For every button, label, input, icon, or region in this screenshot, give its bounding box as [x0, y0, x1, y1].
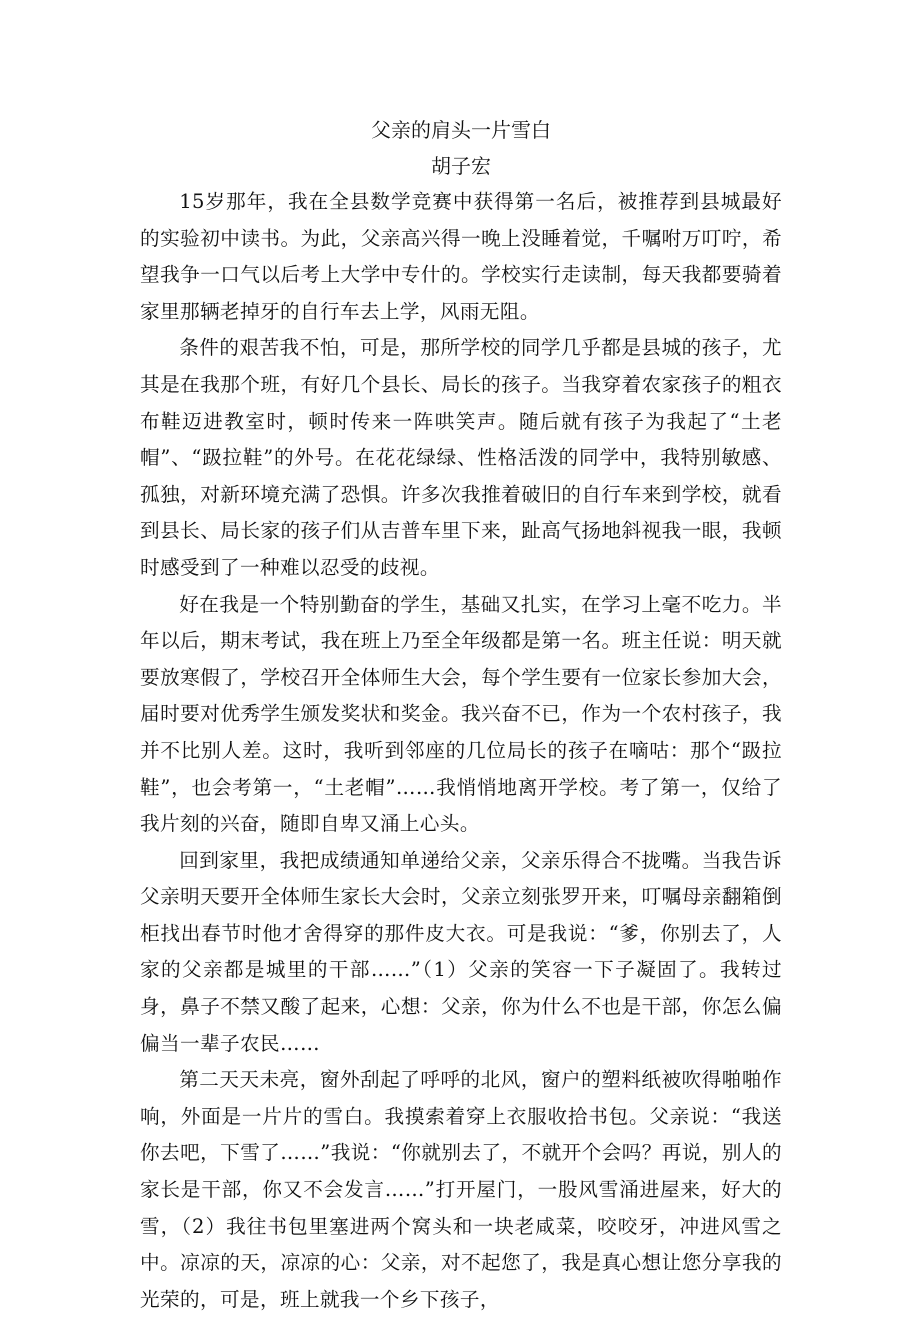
- document-author: 胡子宏: [431, 154, 491, 178]
- paragraph-5: 第二天天未亮，窗外刮起了呼呼的北风，窗户的塑料纸被吹得啪啪作响，外面是一片片的雪白。我摸索着穿上衣服收拾书包。父亲说：“我送你去吧，下雪了……”我说：“你就别去了，不就开个会吗？再说，别人的家长是干部，你又不会发言……”打开屋门，一股风雪涌进屋来，好大的雪，（2）我往书包里塞进两个窝头和一块老咸菜，咬咬牙，冲进风雪之中。凉凉的天，凉凉的心：父亲，对不起您了，我是真心想让您分享我的光荣的，可是，班上就我一个乡下孩子，: [140, 1068, 782, 1311]
- paragraph-4: 回到家里，我把成绩通知单递给父亲，父亲乐得合不拢嘴。当我告诉父亲明天要开全体师生家长大会时，父亲立刻张罗开来，叮嘱母亲翻箱倒柜找出春节时他才舍得穿的那件皮大衣。可是我说：“爹，你别去了，人家的父亲都是城里的干部……”（1）父亲的笑容一下子凝固了。我转过身，鼻子不禁又酸了起来，心想：父亲，你为什么不也是干部，你怎么偏偏当一辈子农民……: [140, 848, 782, 1055]
- document-title: 父亲的肩头一片雪白: [371, 118, 551, 142]
- paragraph-3: 好在我是一个特别勤奋的学生，基础又扎实，在学习上毫不吃力。半年以后，期末考试，我在班上乃至全年级都是第一名。班主任说：明天就要放寒假了，学校召开全体师生大会，每个学生要有一位家长参加大会，届时要对优秀学生颁发奖状和奖金。我兴奋不已，作为一个农村孩子，我并不比别人差。这时，我听到邻座的几位局长的孩子在嘀咕：那个“趿拉鞋”，也会考第一，“土老帽”……我悄悄地离开学校。考了第一，仅给了我片刻的兴奋，随即自卑又涌上心头。: [140, 592, 782, 836]
- document-page: [140, 112, 782, 1318]
- paragraph-2: 条件的艰苦我不怕，可是，那所学校的同学几乎都是县城的孩子，尤其是在我那个班，有好几个县长、局长的孩子。当我穿着农家孩子的粗衣布鞋迈进教室时，顿时传来一阵哄笑声。随后就有孩子为我起了“土老帽”、“趿拉鞋”的外号。在花花绿绿、性格活泼的同学中，我特别敏感、孤独，对新环境充满了恐惧。许多次我推着破旧的自行车来到学校，就看到县长、局长家的孩子们从吉普车里下来，趾高气扬地斜视我一眼，我顿时感受到了一种难以忍受的歧视。: [140, 336, 782, 579]
- paragraph-1: 15岁那年，我在全县数学竞赛中获得第一名后，被推荐到县城最好的实验初中读书。为此，父亲高兴得一晚上没睡着觉，千嘱咐万叮咛，希望我争一口气以后考上大学中专什的。学校实行走读制，每天我都要骑着家里那辆老掉牙的自行车去上学，风雨无阻。: [140, 190, 782, 323]
